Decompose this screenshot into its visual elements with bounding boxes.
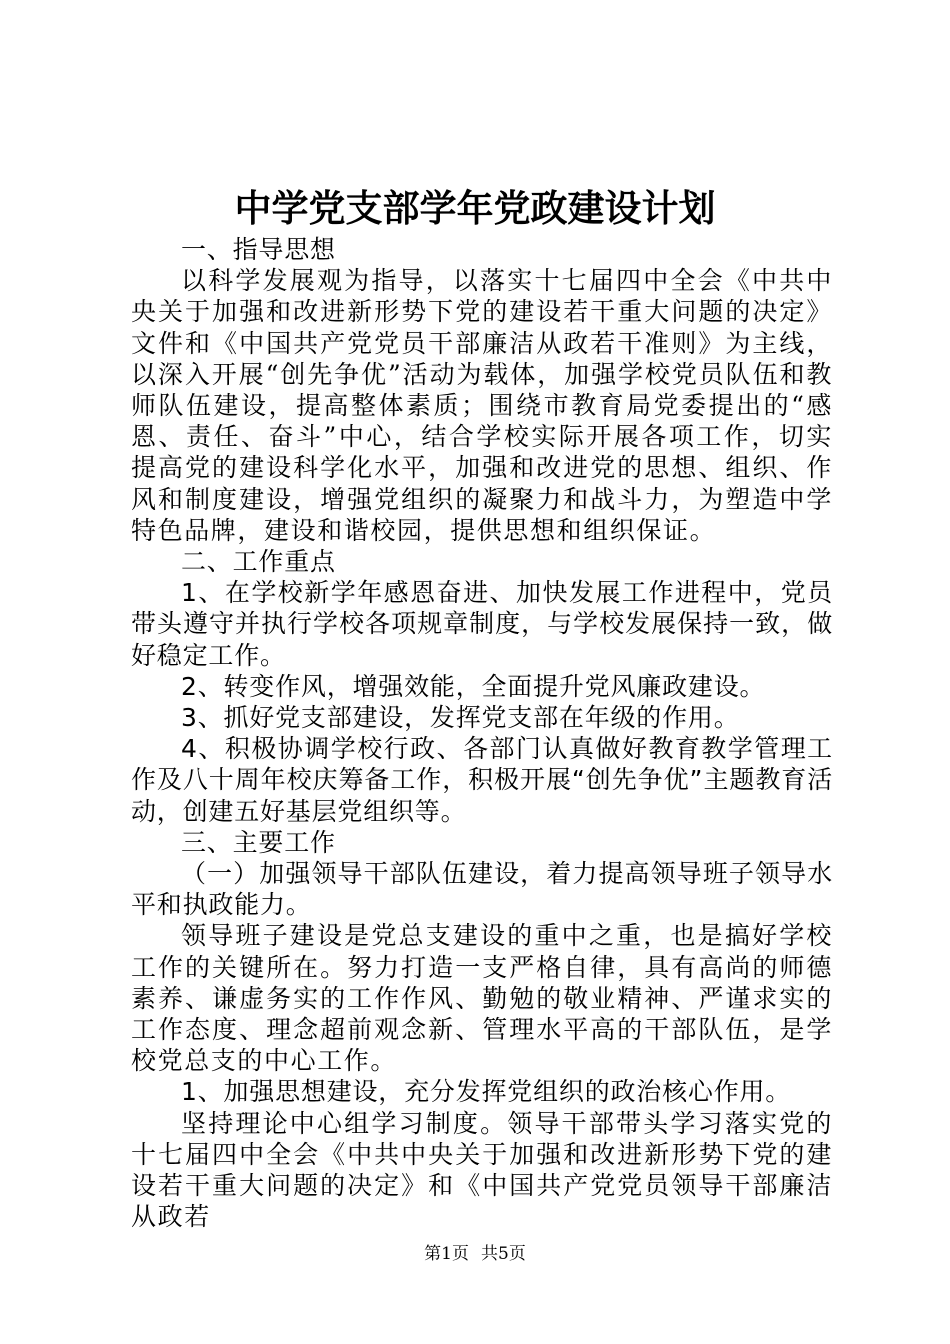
section-heading-work-focus: 二、工作重点 xyxy=(181,547,336,577)
document-title: 中学党支部学年党政建设计划 xyxy=(234,186,716,230)
subsection-heading-leadership: （一）加强领导干部队伍建设，着力提高领导班子领导水平和执政能力。 xyxy=(131,859,833,920)
document-body xyxy=(131,234,833,1233)
page-number: 第1页 xyxy=(424,1244,469,1264)
page-footer xyxy=(0,1243,950,1265)
paragraph-guiding-ideology: 以科学发展观为指导，以落实十七届四中全会《中共中央关于加强和改进新形势下党的建设若干重大问题的决定》文件和《中国共产党党员干部廉洁从政若干准则》为主线，以深入开展“创先争优”活动为载体，加强学校党员队伍和教师队伍建设，提高整体素质；围绕市教育局党委提出的“感恩、责任、奋斗”中心，结合学校实际开展各项工作，切实提高党的建设科学化水平，加强和改进党的思想、组织、作风和制度建设，增强党组织的凝聚力和战斗力，为塑造中学特色品牌，建设和谐校园，提供思想和组织保证。 xyxy=(131,266,833,545)
work-focus-item-4: 4、积极协调学校行政、各部门认真做好教育教学管理工作及八十周年校庆筹备工作，积极开展“创先争优”主题教育活动，创建五好基层党组织等。 xyxy=(131,734,833,826)
section-heading-main-work: 三、主要工作 xyxy=(181,827,336,857)
page-total: 共5页 xyxy=(481,1244,526,1264)
item-heading-ideological-building: 1、加强思想建设，充分发挥党组织的政治核心作用。 xyxy=(181,1077,792,1107)
work-focus-item-3: 3、抓好党支部建设，发挥党支部在年级的作用。 xyxy=(181,703,740,733)
section-heading-guiding-ideology: 一、指导思想 xyxy=(181,235,336,264)
work-focus-item-1: 1、在学校新学年感恩奋进、加快发展工作进程中，党员带头遵守并执行学校各项规章制度，与学校发展保持一致，做好稳定工作。 xyxy=(131,578,833,670)
paragraph-leadership: 领导班子建设是党总支建设的重中之重，也是搞好学校工作的关键所在。努力打造一支严格自律，具有高尚的师德素养、谦虚务实的工作作风、勤勉的敬业精神、严谨求实的工作态度、理念超前观念新、管理水平高的干部队伍，是学校党总支的中心工作。 xyxy=(131,921,833,1076)
paragraph-theory-study: 坚持理论中心组学习制度。领导干部带头学习落实党的十七届四中全会《中共中央关于加强和改进新形势下党的建设若干重大问题的决定》和《中国共产党党员领导干部廉洁从政若 xyxy=(131,1108,833,1232)
work-focus-item-2: 2、转变作风，增强效能，全面提升党风廉政建设。 xyxy=(181,671,766,701)
